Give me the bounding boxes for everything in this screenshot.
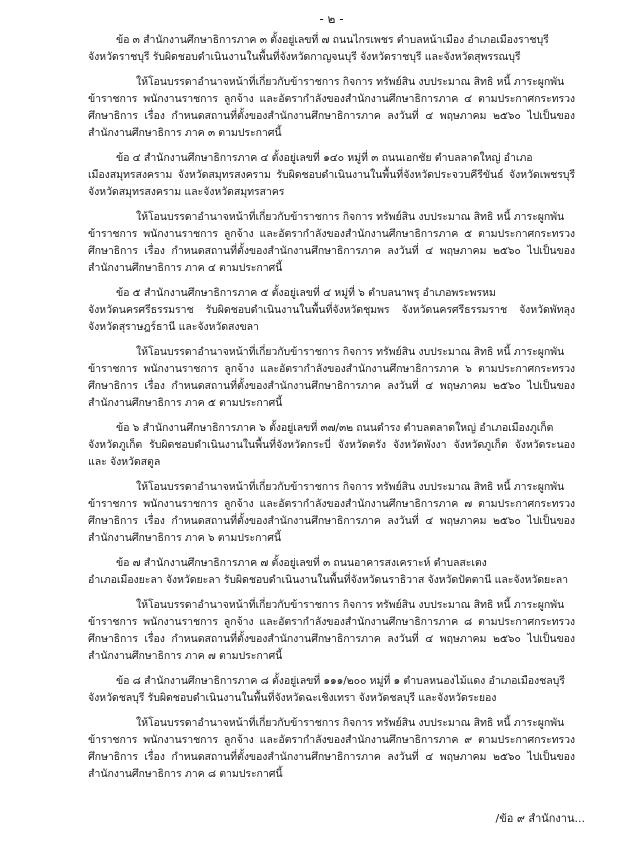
clause-paragraph bbox=[88, 285, 575, 336]
paragraph-continuation: ข้าราชการ พนักงานราชการ ลูกจ้าง และอัตรากำลังของสำนักงานศึกษาธิการภาค ๔ ตามประกาศกระทรวงศึกษาธิการ เรื่อง กำหนดสถานที่ตั้งของสำนักงานศึกษาธิการภาค ลงวันที่ ๔ พฤษภาคม ๒๕๖๐ ไปเป็นของสำนักงานศึกษาธิการ ภาค ๓ ตามประกาศนี้ bbox=[88, 93, 575, 139]
paragraph-first-line: ข้อ ๘ สำนักงานศึกษาธิการภาค ๘ ตั้งอยู่เลขที่ ๑๑๑/๒๐๐ หมู่ที่ ๑ ตำบลหนองไม้แดง อำเภอเมืองชลบุรี bbox=[116, 675, 565, 687]
paragraph-continuation: จังหวัดชลบุรี รับผิดชอบดำเนินงานในพื้นที่จังหวัดฉะเชิงเทรา จังหวัดชลบุรี และจังหวัดระยอง bbox=[88, 692, 497, 704]
paragraph-continuation: จังหวัดภูเก็ต รับผิดชอบดำเนินงานในพื้นที่จังหวัดกระบี่ จังหวัดตรัง จังหวัดพังงา จังหวัดภูเก็ต จังหวัดระนอง และ จังหวัดสตูล bbox=[88, 439, 575, 468]
paragraph-first-line: ข้อ ๕ สำนักงานศึกษาธิการภาค ๕ ตั้งอยู่เลขที่ ๔ หมู่ที่ ๖ ตำบลนาพรุ อำเภอพระพรหม bbox=[116, 287, 496, 299]
paragraph-continuation: จังหวัดราชบุรี รับผิดชอบดำเนินงานในพื้นที่จังหวัดกาญจนบุรี จังหวัดราชบุรี และจังหวัดสุพรรณบุรี bbox=[88, 51, 521, 63]
transfer-paragraph bbox=[88, 209, 575, 277]
page-number: - ๒ - bbox=[319, 12, 344, 26]
paragraph-first-line: ให้โอนบรรดาอำนาจหน้าที่เกี่ยวกับข้าราชการ กิจการ ทรัพย์สิน งบประมาณ สิทธิ หนี้ ภาระผูกพัน bbox=[136, 346, 565, 358]
paragraph-continuation: อำเภอเมืองยะลา จังหวัดยะลา รับผิดชอบดำเนินงานในพื้นที่จังหวัดนราธิวาส จังหวัดปัตตานี และจังหวัดยะลา bbox=[88, 574, 568, 586]
transfer-paragraph bbox=[88, 74, 575, 142]
clause-paragraph bbox=[88, 150, 575, 201]
paragraph-continuation: ข้าราชการ พนักงานราชการ ลูกจ้าง และอัตรากำลังของสำนักงานศึกษาธิการภาค ๖ ตามประกาศกระทรวงศึกษาธิการ เรื่อง กำหนดสถานที่ตั้งของสำนักงานศึกษาธิการภาค ลงวันที่ ๔ พฤษภาคม ๒๕๖๐ ไปเป็นของสำนักงานศึกษาธิการ ภาค ๕ ตามประกาศนี้ bbox=[88, 363, 575, 409]
paragraph-continuation: ข้าราชการ พนักงานราชการ ลูกจ้าง และอัตรากำลังของสำนักงานศึกษาธิการภาค ๙ ตามประกาศกระทรวงศึกษาธิการ เรื่อง กำหนดสถานที่ตั้งของสำนักงานศึกษาธิการภาค ลงวันที่ ๔ พฤษภาคม ๒๕๖๐ ไปเป็นของสำนักงานศึกษาธิการ ภาค ๘ ตามประกาศนี้ bbox=[88, 734, 575, 780]
paragraph-first-line: ให้โอนบรรดาอำนาจหน้าที่เกี่ยวกับข้าราชการ กิจการ ทรัพย์สิน งบประมาณ สิทธิ หนี้ ภาระผูกพัน bbox=[136, 76, 565, 88]
clause-paragraph bbox=[88, 673, 575, 707]
transfer-paragraph bbox=[88, 715, 575, 783]
clause-paragraph bbox=[88, 32, 575, 66]
clause-paragraph bbox=[88, 555, 575, 589]
transfer-paragraph bbox=[88, 344, 575, 412]
paragraph-first-line: ให้โอนบรรดาอำนาจหน้าที่เกี่ยวกับข้าราชการ กิจการ ทรัพย์สิน งบประมาณ สิทธิ หนี้ ภาระผูกพัน bbox=[136, 717, 565, 729]
paragraph-continuation: จังหวัดนครศรีธรรมราช รับผิดชอบดำเนินงานในพื้นที่จังหวัดชุมพร จังหวัดนครศรีธรรมราช จังหวัดพัทลุง จังหวัดสุราษฎร์ธานี และจังหวัดสงขลา bbox=[88, 304, 575, 333]
transfer-paragraph bbox=[88, 479, 575, 547]
paragraph-first-line: ข้อ ๓ สำนักงานศึกษาธิการภาค ๓ ตั้งอยู่เลขที่ ๗ ถนนไกรเพชร ตำบลหน้าเมือง อำเภอเมืองราชบุรี bbox=[116, 34, 549, 46]
paragraph-continuation: ข้าราชการ พนักงานราชการ ลูกจ้าง และอัตรากำลังของสำนักงานศึกษาธิการภาค ๘ ตามประกาศกระทรวงศึกษาธิการ เรื่อง กำหนดสถานที่ตั้งของสำนักงานศึกษาธิการภาค ลงวันที่ ๔ พฤษภาคม ๒๕๖๐ ไปเป็นของสำนักงานศึกษาธิการ ภาค ๗ ตามประกาศนี้ bbox=[88, 616, 575, 662]
paragraph-first-line: ให้โอนบรรดาอำนาจหน้าที่เกี่ยวกับข้าราชการ กิจการ ทรัพย์สิน งบประมาณ สิทธิ หนี้ ภาระผูกพัน bbox=[136, 211, 565, 223]
paragraph-first-line: ให้โอนบรรดาอำนาจหน้าที่เกี่ยวกับข้าราชการ กิจการ ทรัพย์สิน งบประมาณ สิทธิ หนี้ ภาระผูกพัน bbox=[136, 481, 565, 493]
continuation-note: /ข้อ ๙ สำนักงาน... bbox=[495, 812, 585, 825]
document-body bbox=[88, 32, 575, 783]
paragraph-first-line: ข้อ ๖ สำนักงานศึกษาธิการภาค ๖ ตั้งอยู่เลขที่ ๓๗/๓๒ ถนนดำรง ตำบลตลาดใหญ่ อำเภอเมืองภูเก็ต bbox=[116, 422, 554, 434]
clause-paragraph bbox=[88, 420, 575, 471]
paragraph-first-line: ข้อ ๔ สำนักงานศึกษาธิการภาค ๔ ตั้งอยู่เลขที่ ๑๔๐ หมู่ที่ ๓ ถนนเอกชัย ตำบลลาดใหญ่ อำเภอ bbox=[116, 152, 533, 164]
paragraph-continuation: เมืองสมุทรสงคราม จังหวัดสมุทรสงคราม รับผิดชอบดำเนินงานในพื้นที่จังหวัดประจวบคีรีขันธ์ จังหวัดเพชรบุรี จังหวัดสมุทรสงคราม และจังหวัดสมุทรสาคร bbox=[88, 169, 575, 198]
paragraph-first-line: ให้โอนบรรดาอำนาจหน้าที่เกี่ยวกับข้าราชการ กิจการ ทรัพย์สิน งบประมาณ สิทธิ หนี้ ภาระผูกพัน bbox=[136, 599, 565, 611]
paragraph-first-line: ข้อ ๗ สำนักงานศึกษาธิการภาค ๗ ตั้งอยู่เลขที่ ๓ ถนนอาคารสงเคราะห์ ตำบลสะเตง bbox=[116, 557, 487, 569]
paragraph-continuation: ข้าราชการ พนักงานราชการ ลูกจ้าง และอัตรากำลังของสำนักงานศึกษาธิการภาค ๗ ตามประกาศกระทรวงศึกษาธิการ เรื่อง กำหนดสถานที่ตั้งของสำนักงานศึกษาธิการภาค ลงวันที่ ๔ พฤษภาคม ๒๕๖๐ ไปเป็นของสำนักงานศึกษาธิการ ภาค ๖ ตามประกาศนี้ bbox=[88, 498, 575, 544]
transfer-paragraph bbox=[88, 597, 575, 665]
paragraph-continuation: ข้าราชการ พนักงานราชการ ลูกจ้าง และอัตรากำลังของสำนักงานศึกษาธิการภาค ๕ ตามประกาศกระทรวงศึกษาธิการ เรื่อง กำหนดสถานที่ตั้งของสำนักงานศึกษาธิการภาค ลงวันที่ ๔ พฤษภาคม ๒๕๖๐ ไปเป็นของสำนักงานศึกษาธิการ ภาค ๔ ตามประกาศนี้ bbox=[88, 228, 575, 274]
